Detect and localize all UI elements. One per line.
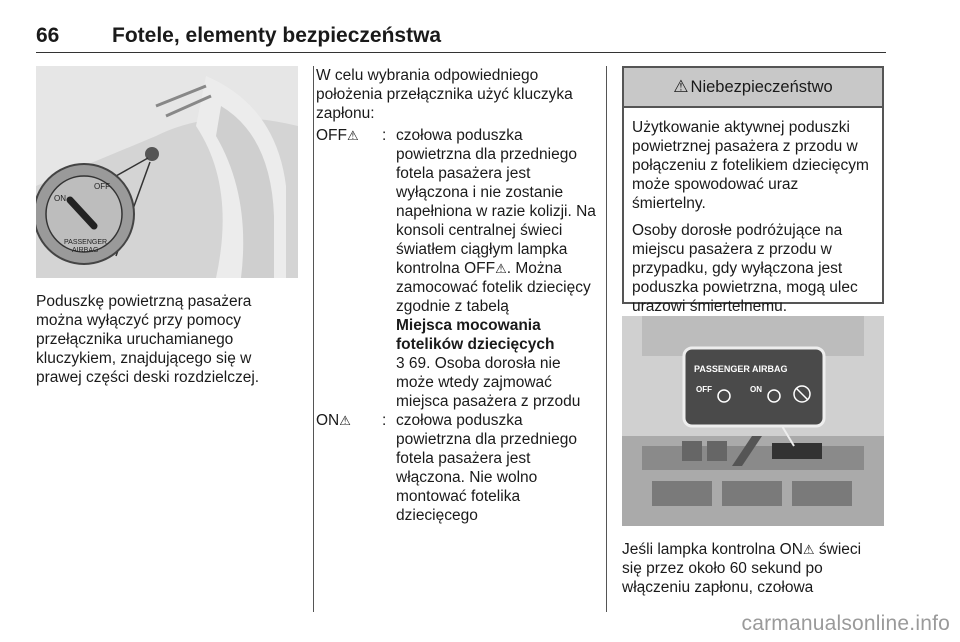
switch-passenger-label: PASSENGER xyxy=(64,239,108,246)
page-reference[interactable]: 3 69 xyxy=(396,355,427,372)
left-caption xyxy=(36,292,298,387)
danger-warning-box xyxy=(622,66,884,315)
airbag-off-icon: ⚠ xyxy=(495,261,507,276)
watermark: carmanualsonline.info xyxy=(741,612,950,635)
warning-triangle-icon: ⚠ xyxy=(673,77,689,96)
colon: : xyxy=(382,412,387,429)
warning-body xyxy=(624,108,882,316)
warning-header xyxy=(624,68,882,108)
switch-airbag-label: AIRBAG xyxy=(72,247,99,254)
colon: : xyxy=(382,127,387,144)
cross-reference-title[interactable]: Miejsca mocowania fotelików dziecięcych xyxy=(396,317,555,353)
airbag-off-icon: ⚠ xyxy=(347,128,359,143)
panel-off-label: OFF xyxy=(696,385,712,394)
switch-position-list xyxy=(316,126,596,525)
panel-on-label: ON xyxy=(750,385,762,394)
airbag-on-icon: ⚠ xyxy=(802,542,815,557)
page-number: 66 xyxy=(36,24,60,47)
switch-off-label: OFF xyxy=(94,182,110,191)
middle-intro-text: W celu wybrania odpowiedniego położenia przełącznika użyć kluczyka zapłonu: xyxy=(316,67,573,122)
right-caption: Jeśli lampka kontrolna ON⚠ świeci się przez około 60 sekund po włączeniu zapłonu, czołowa xyxy=(622,541,862,596)
airbag-key-switch-figure xyxy=(36,66,298,278)
definition-off: czołowa poduszka powietrzna dla przedniego fotela pasażera jest wyłączona i nie zostanie napełniona w razie kolizji. Na konsoli centralnej świeci światłem ciągłym lampka kontrolna OFF⚠. Można zamocować fotelik dziecięcy zgodnie z tabelą Miejsca mocowania fotelików dziecięcych 3 69. Osoba dorosła nie może wtedy zajmować miejsca pasażera z przodu xyxy=(396,127,596,410)
list-item-off xyxy=(316,126,596,411)
definition-on: czołowa poduszka powietrzna dla przedniego fotela pasażera jest włączona. Nie wolno montować fotelika dziecięcego xyxy=(396,412,577,524)
middle-intro xyxy=(316,66,600,123)
column-rule-2 xyxy=(606,66,607,612)
airbag-on-icon: ⚠ xyxy=(339,413,351,428)
warning-paragraph: Użytkowanie aktywnej poduszki powietrznej pasażera z przodu w połączeniu z fotelikiem dziecięcym może spowodować uraz śmiertelny. xyxy=(632,119,869,212)
warning-title: Niebezpieczeństwo xyxy=(690,77,833,96)
term-off: OFF⚠ xyxy=(316,127,359,144)
list-item-on xyxy=(316,411,596,525)
term-on: ON⚠ xyxy=(316,412,351,429)
panel-passenger-airbag-label: PASSENGER AIRBAG xyxy=(694,364,788,374)
column-rule-1 xyxy=(313,66,314,612)
switch-on-label: ON xyxy=(54,194,66,203)
console-airbag-indicator-figure xyxy=(622,316,884,526)
chapter-title: Fotele, elementy bezpieczeństwa xyxy=(112,24,442,47)
left-caption-text: Poduszkę powietrzną pasażera można wyłączyć przy pomocy przełącznika uruchamianego kluczykiem, znajdującego się w prawej części deski rozdzielczej. xyxy=(36,293,260,386)
page-header xyxy=(36,24,886,53)
warning-paragraph: Osoby dorosłe podróżujące na miejscu pasażera z przodu w przypadku, gdy wyłączona jest poduszka powietrzna, mogą ulec urazowi śmiertelnemu. xyxy=(632,222,858,315)
